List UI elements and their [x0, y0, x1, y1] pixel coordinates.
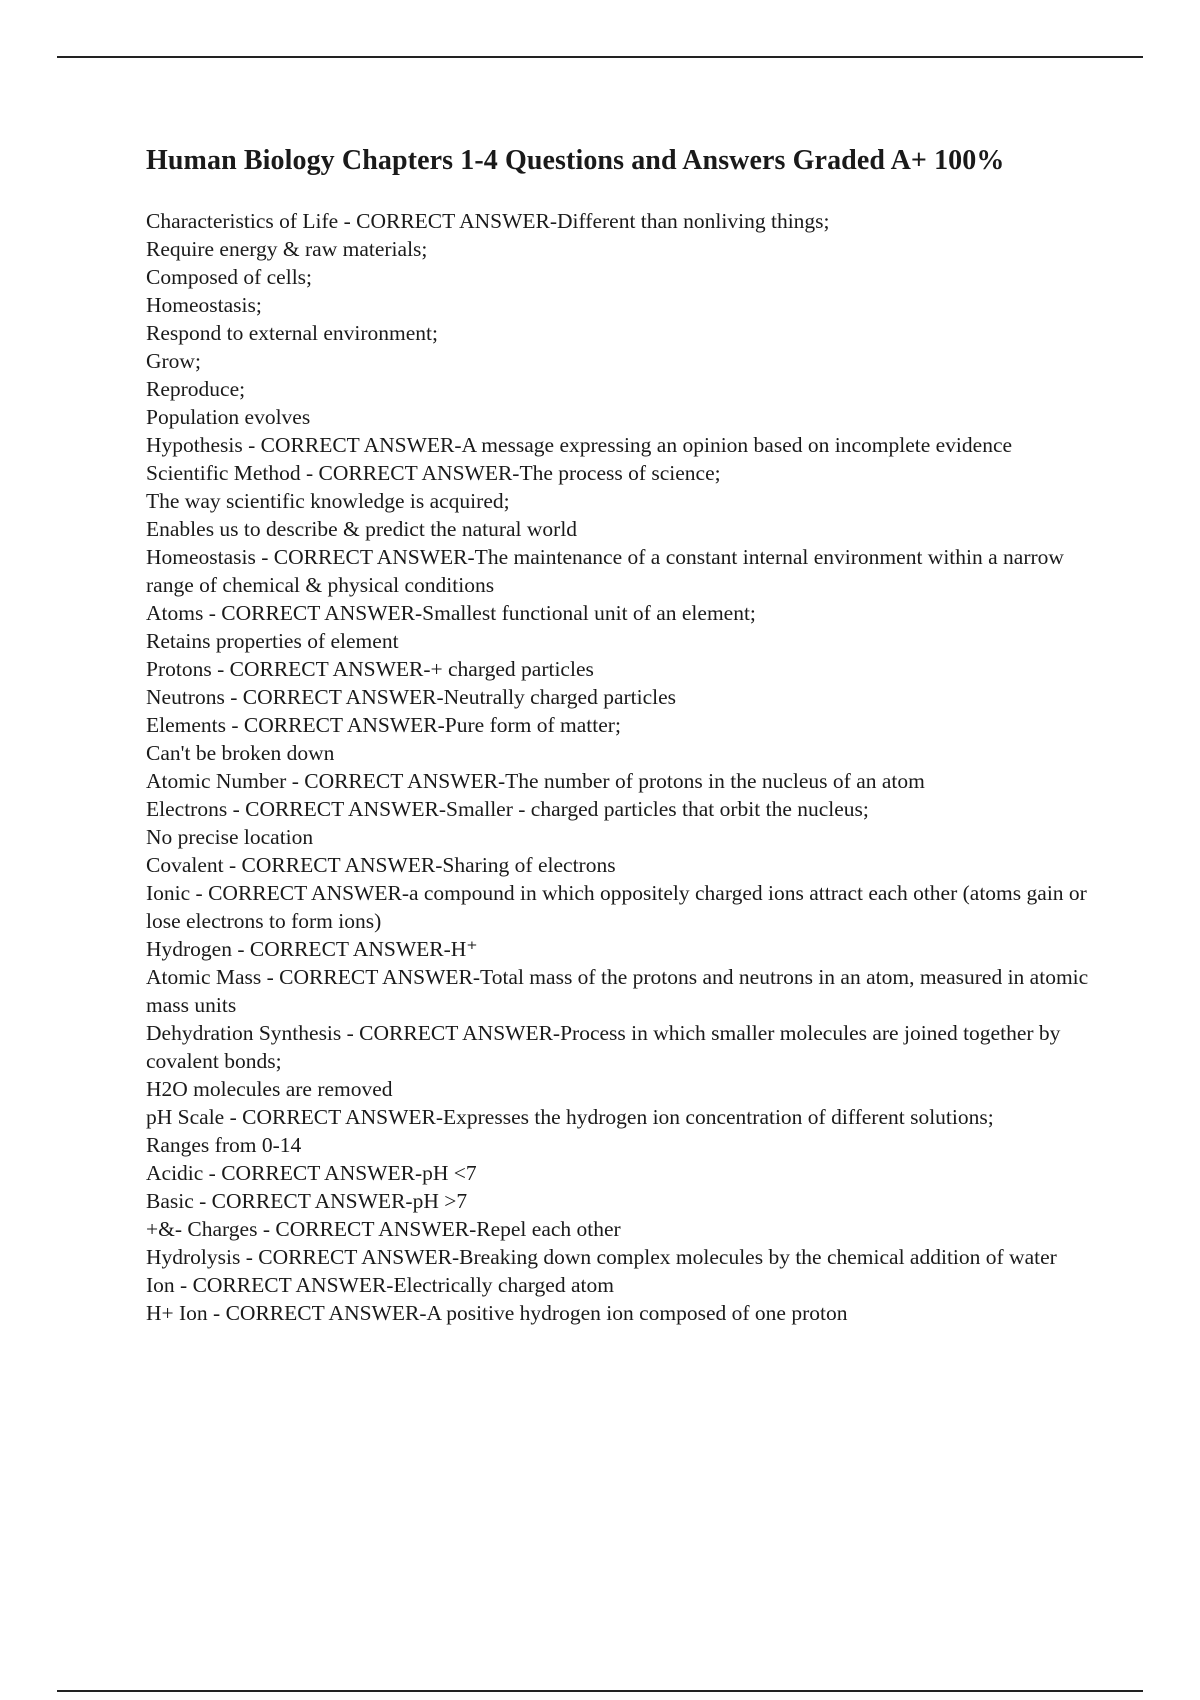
text-line: Dehydration Synthesis - CORRECT ANSWER-Process in which smaller molecules are joined together by covalent bonds;: [146, 1021, 1061, 1073]
top-divider: [57, 56, 1143, 58]
text-line: Reproduce;: [146, 377, 246, 401]
text-line: Enables us to describe & predict the natural world: [146, 517, 578, 541]
text-line: Population evolves: [146, 405, 311, 429]
text-line: The way scientific knowledge is acquired;: [146, 489, 510, 513]
text-line: H+ Ion - CORRECT ANSWER-A positive hydrogen ion composed of one proton: [146, 1301, 848, 1325]
text-line: Scientific Method - CORRECT ANSWER-The process of science;: [146, 461, 721, 485]
text-line: Grow;: [146, 349, 201, 373]
text-line: Acidic - CORRECT ANSWER-pH <7: [146, 1161, 477, 1185]
text-line: Composed of cells;: [146, 265, 313, 289]
text-line: Ionic - CORRECT ANSWER-a compound in which oppositely charged ions attract each other (atoms gain or lose electrons to form ions): [146, 881, 1087, 933]
text-line: Elements - CORRECT ANSWER-Pure form of matter;: [146, 713, 621, 737]
text-line: Electrons - CORRECT ANSWER-Smaller - charged particles that orbit the nucleus;: [146, 797, 869, 821]
document-body: [146, 207, 1101, 1327]
text-line: Neutrons - CORRECT ANSWER-Neutrally charged particles: [146, 685, 677, 709]
text-line: Atomic Mass - CORRECT ANSWER-Total mass of the protons and neutrons in an atom, measured in atomic mass units: [146, 965, 1089, 1017]
text-line: Basic - CORRECT ANSWER-pH >7: [146, 1189, 468, 1213]
text-line: Hypothesis - CORRECT ANSWER-A message expressing an opinion based on incomplete evidence: [146, 433, 1013, 457]
text-line: Can't be broken down: [146, 741, 335, 765]
text-line: H2O molecules are removed: [146, 1077, 393, 1101]
text-line: Ion - CORRECT ANSWER-Electrically charged atom: [146, 1273, 614, 1297]
text-line: Homeostasis - CORRECT ANSWER-The maintenance of a constant internal environment within a narrow range of chemical & physical conditions: [146, 545, 1064, 597]
text-line: Atoms - CORRECT ANSWER-Smallest functional unit of an element;: [146, 601, 756, 625]
text-line: Homeostasis;: [146, 293, 262, 317]
text-line: Respond to external environment;: [146, 321, 438, 345]
bottom-divider: [57, 1690, 1143, 1692]
text-line: Hydrogen - CORRECT ANSWER-H⁺: [146, 937, 478, 961]
text-line: Atomic Number - CORRECT ANSWER-The number of protons in the nucleus of an atom: [146, 769, 925, 793]
text-line: Ranges from 0-14: [146, 1133, 302, 1157]
text-line: Protons - CORRECT ANSWER-+ charged particles: [146, 657, 594, 681]
text-line: Retains properties of element: [146, 629, 399, 653]
text-line: Covalent - CORRECT ANSWER-Sharing of electrons: [146, 853, 616, 877]
text-line: pH Scale - CORRECT ANSWER-Expresses the hydrogen ion concentration of different solutions;: [146, 1105, 994, 1129]
text-line: Hydrolysis - CORRECT ANSWER-Breaking down complex molecules by the chemical addition of water: [146, 1245, 1057, 1269]
text-line: No precise location: [146, 825, 314, 849]
text-line: Characteristics of Life - CORRECT ANSWER-Different than nonliving things;: [146, 209, 830, 233]
text-line: Require energy & raw materials;: [146, 237, 428, 261]
text-line: +&- Charges - CORRECT ANSWER-Repel each other: [146, 1217, 621, 1241]
page-title: Human Biology Chapters 1-4 Questions and Answers Graded A+ 100%: [146, 145, 1005, 176]
